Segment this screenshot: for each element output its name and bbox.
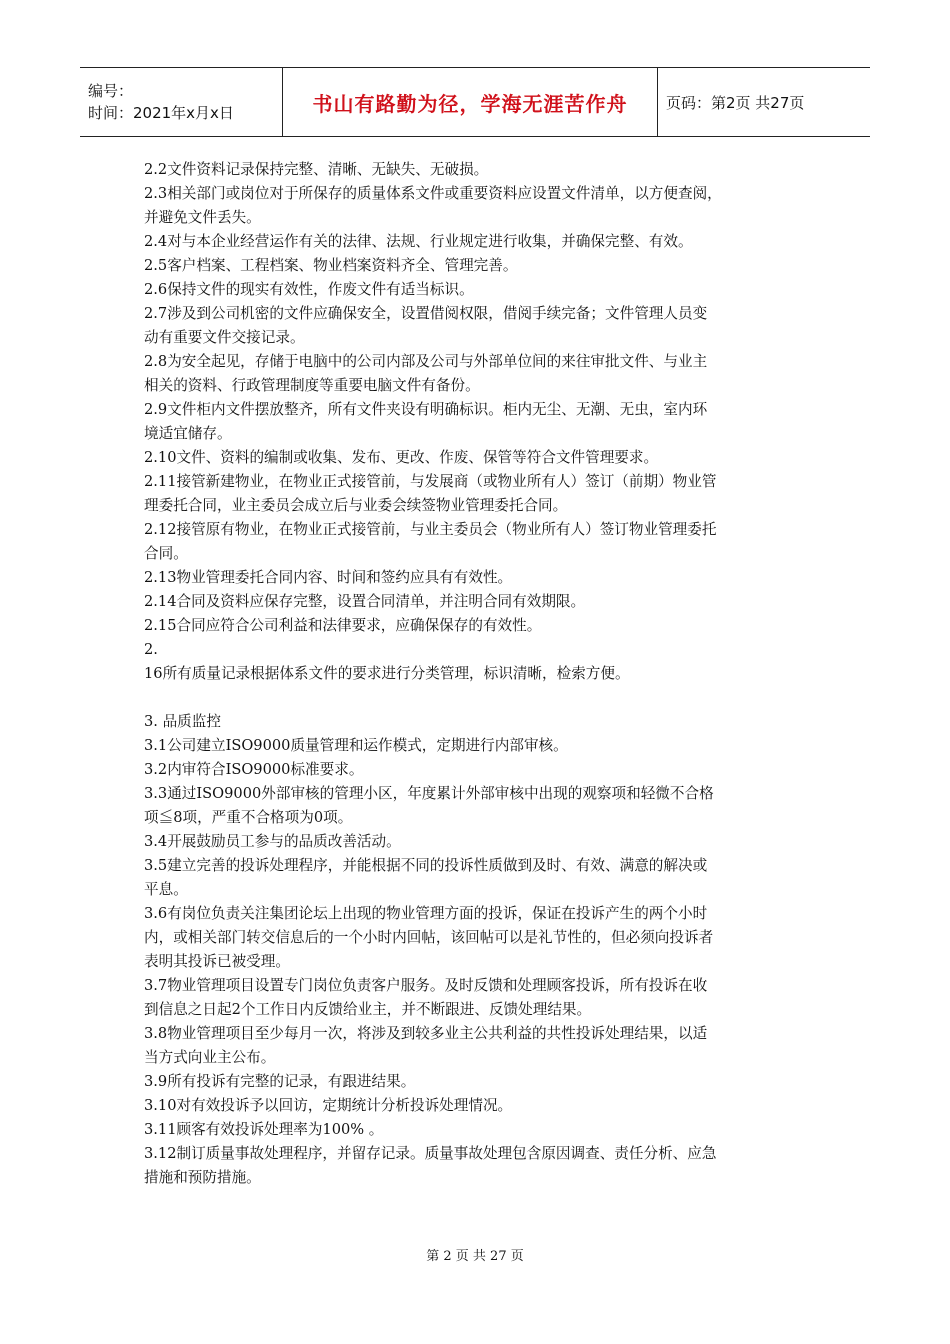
text-line: 2.10文件、资料的编制或收集、发布、更改、作废、保管等符合文件管理要求。 (144, 449, 659, 466)
text-line: 内，或相关部门转交信息后的一个小时内回帖，该回帖可以是礼节性的，但必须向投诉者 (144, 929, 714, 946)
header-page-info (658, 68, 870, 136)
text-line: 2.13物业管理委托合同内容、时间和签约应具有有效性。 (144, 569, 513, 586)
text-line: 3.7物业管理项目设置专门岗位负责客户服务。及时反馈和处理顾客投诉，所有投诉在收 (144, 977, 708, 994)
text-line: 2. (144, 641, 158, 658)
text-line: 理委托合同，业主委员会成立后与业委会续签物业管理委托合同。 (144, 497, 568, 514)
text-line: 相关的资料、行政管理制度等重要电脑文件有备份。 (144, 377, 480, 394)
text-line: 措施和预防措施。 (144, 1169, 261, 1186)
text-line: 3.1公司建立ISO9000质量管理和运作模式，定期进行内部审核。 (144, 737, 568, 754)
text-line: 2.12接管原有物业，在物业正式接管前，与业主委员会（物业所有人）签订物业管理委托 (144, 521, 717, 538)
text-line: 2.11接管新建物业，在物业正式接管前，与发展商（或物业所有人）签订（前期）物业管 (144, 473, 717, 490)
text-line: 3.12制订质量事故处理程序，并留存记录。质量事故处理包含原因调查、责任分析、应急 (144, 1145, 717, 1162)
header-page-number: 页码：第2页 共27页 (666, 93, 805, 112)
text-line: 动有重要文件交接记录。 (144, 329, 305, 346)
text-line: 3.6有岗位负责关注集团论坛上出现的物业管理方面的投诉，保证在投诉产生的两个小时 (144, 905, 708, 922)
text-line: 2.8为安全起见，存储于电脑中的公司内部及公司与外部单位间的来往审批文件、与业主 (144, 353, 708, 370)
text-line: 3.8物业管理项目至少每月一次，将涉及到较多业主公共利益的共性投诉处理结果，以适 (144, 1025, 708, 1042)
text-line: 境适宜储存。 (144, 425, 232, 442)
document-number-label: 编号： (88, 82, 134, 100)
text-line: 3.3通过ISO9000外部审核的管理小区，年度累计外部审核中出现的观察项和轻微不合格 (144, 785, 714, 802)
text-line: 3.4开展鼓励员工参与的品质改善活动。 (144, 833, 401, 850)
text-line: 平息。 (144, 881, 188, 898)
text-line: 16所有质量记录根据体系文件的要求进行分类管理，标识清晰，检索方便。 (144, 665, 630, 682)
text-line: 3.10对有效投诉予以回访，定期统计分析投诉处理情况。 (144, 1097, 513, 1114)
text-line: 表明其投诉已被受理。 (144, 953, 290, 970)
text-line: 2.9文件柜内文件摆放整齐，所有文件夹设有明确标识。柜内无尘、无潮、无虫，室内环 (144, 401, 708, 418)
text-line: 2.3相关部门或岗位对于所保存的质量体系文件或重要资料应设置文件清单，以方便查阅， (144, 185, 722, 202)
text-line: 3.2内审符合ISO9000标准要求。 (144, 761, 364, 778)
text-line: 2.4对与本企业经营运作有关的法律、法规、行业规定进行收集，并确保完整、有效。 (144, 233, 693, 250)
text-line: 2.15合同应符合公司利益和法律要求，应确保保存的有效性。 (144, 617, 542, 634)
text-line: 2.2文件资料记录保持完整、清晰、无缺失、无破损。 (144, 161, 489, 178)
text-line: 3.5建立完善的投诉处理程序，并能根据不同的投诉性质做到及时、有效、满意的解决或 (144, 857, 708, 874)
header-motto: 书山有路勤为径，学海无涯苦作舟 (312, 91, 628, 116)
text-line: 合同。 (144, 545, 188, 562)
text-line: 到信息之日起2个工作日内反馈给业主，并不断跟进、反馈处理结果。 (144, 1001, 592, 1018)
page-footer: 第 2 页 共 27 页 (426, 1249, 524, 1264)
text-line: 2.6保持文件的现实有效性，作废文件有适当标识。 (144, 281, 474, 298)
text-line: 3.11顾客有效投诉处理率为100% 。 (144, 1121, 384, 1138)
text-line: 3. 品质监控 (144, 713, 221, 730)
document-time-label: 时间：2021年x月x日 (88, 104, 234, 122)
page-header (80, 67, 870, 137)
text-line: 2.5客户档案、工程档案、物业档案资料齐全、管理完善。 (144, 257, 518, 274)
text-line: 3.9所有投诉有完整的记录，有跟进结果。 (144, 1073, 416, 1090)
header-meta (80, 68, 283, 136)
text-line: 2.14合同及资料应保存完整，设置合同清单，并注明合同有效期限。 (144, 593, 586, 610)
text-line: 2.7涉及到公司机密的文件应确保安全，设置借阅权限，借阅手续完备；文件管理人员变 (144, 305, 708, 322)
header-motto-cell (283, 68, 658, 136)
text-line: 项≦8项，严重不合格项为0项。 (144, 809, 353, 826)
text-line: 当方式向业主公布。 (144, 1049, 276, 1066)
document-body (144, 158, 814, 1190)
blank-line (144, 686, 814, 710)
text-line: 并避免文件丢失。 (144, 209, 261, 226)
